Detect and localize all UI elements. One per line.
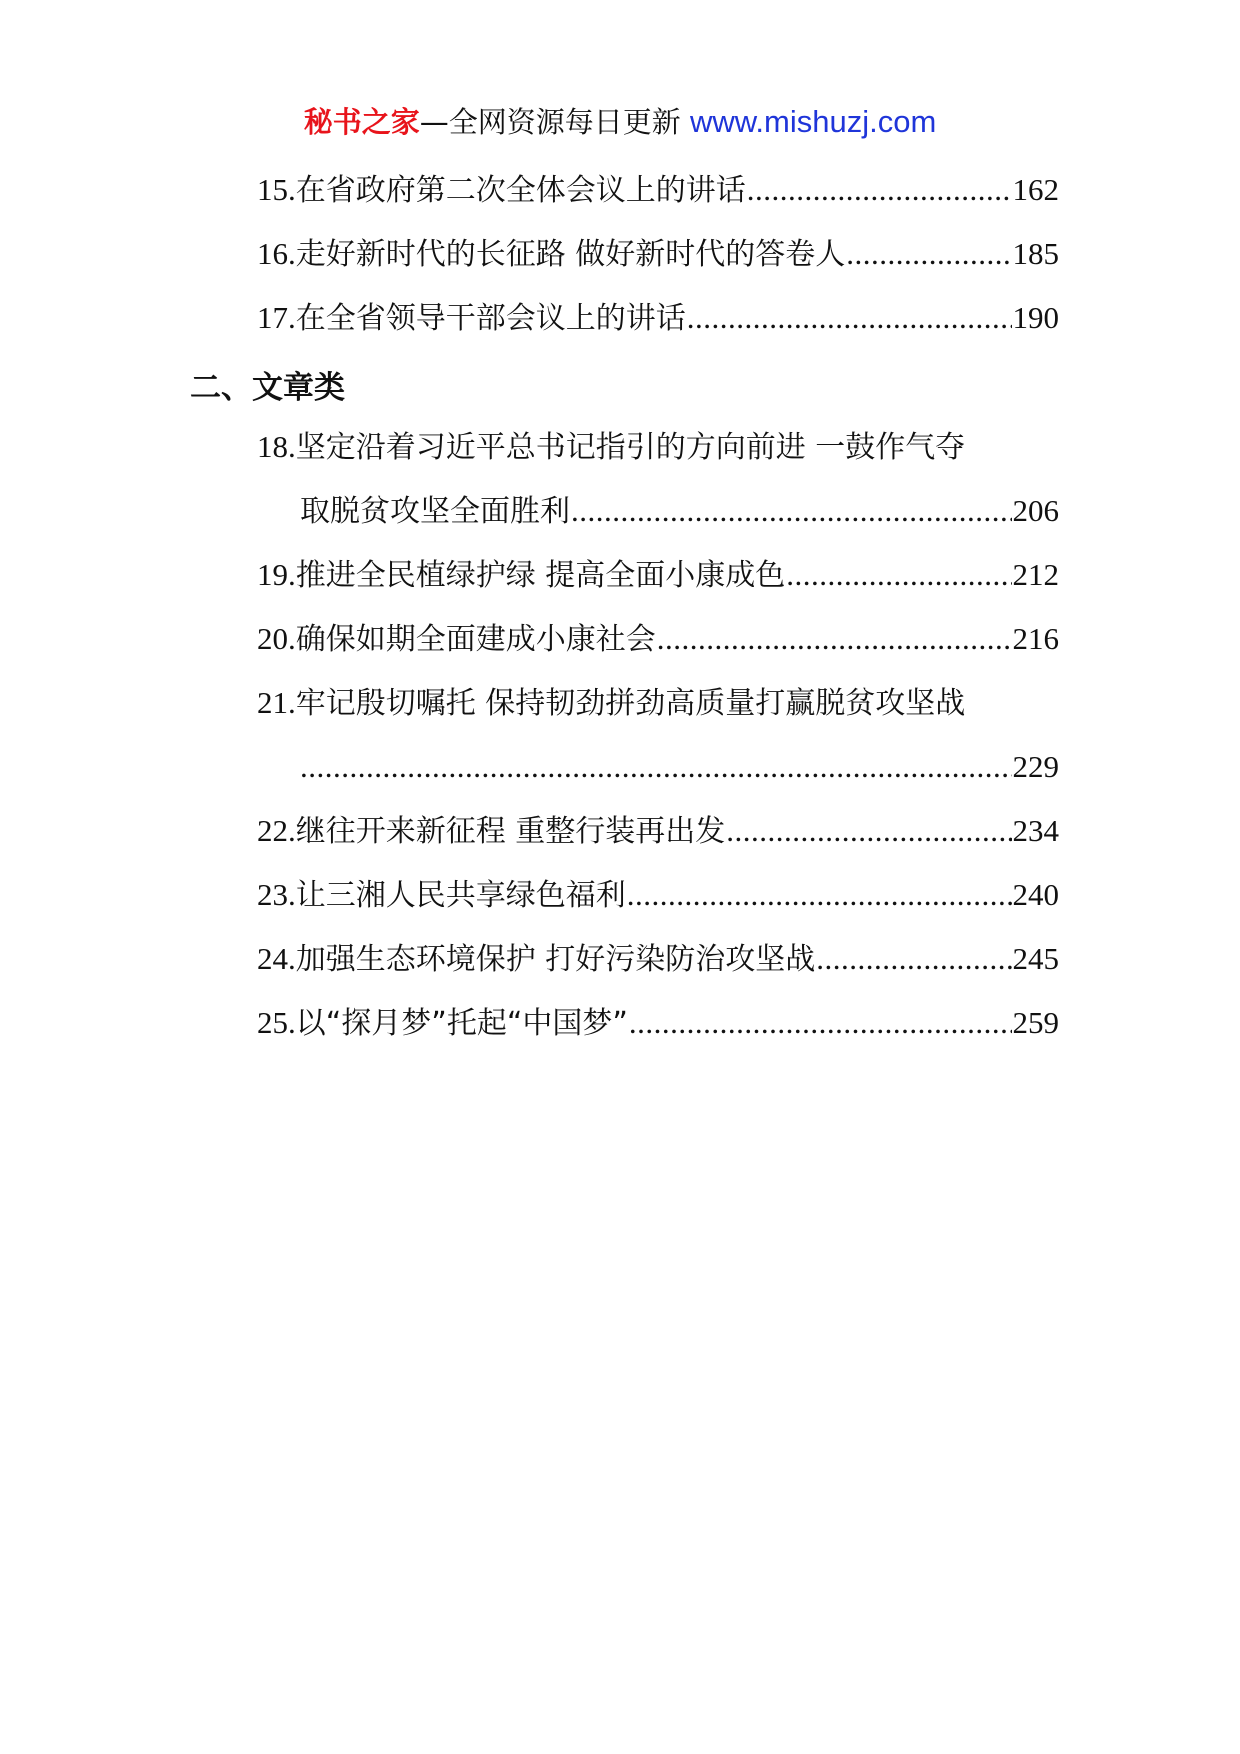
entry-number: 17. [257,300,296,335]
entry-page-number: 259 [1012,1005,1059,1040]
dot-leader [687,298,1012,338]
toc-entry-22[interactable] [257,811,1059,851]
dot-leader [300,747,1012,787]
entry-page-number: 185 [1012,236,1059,271]
dot-leader [726,811,1011,851]
entry-number: 21. [257,685,296,720]
entry-number: 20. [257,621,296,656]
dot-leader [786,555,1011,595]
toc-entry-18[interactable] [257,427,1059,467]
header-slogan: —全网资源每日更新 [419,105,681,139]
toc-entry-17[interactable] [257,298,1059,338]
dot-leader [747,170,1012,210]
entry-number: 22. [257,813,296,848]
toc-entry-16[interactable] [257,234,1059,274]
entry-number: 16. [257,236,296,271]
dot-leader [627,875,1012,915]
section-heading: 二、文章类 [190,370,345,406]
entry-title-line1: 牢记殷切嘱托 保持韧劲拼劲高质量打赢脱贫攻坚战 [295,686,966,721]
entry-title: 继往开来新征程 重整行装再出发 [295,814,726,849]
entry-number: 15. [257,172,296,207]
dot-leader [571,491,1012,531]
entry-page-number: 240 [1012,877,1059,912]
toc-entry-15[interactable] [257,170,1059,210]
toc-entry-21[interactable] [257,683,1059,723]
entry-title: 在省政府第二次全体会议上的讲话 [295,173,746,208]
entry-page-number: 216 [1012,621,1059,656]
dot-leader [816,939,1011,979]
toc-entry-18-continued[interactable] [300,491,1059,531]
toc-entry-24[interactable] [257,939,1059,979]
entry-title: 推进全民植绿护绿 提高全面小康成色 [295,558,786,593]
entry-title: 让三湘人民共享绿色福利 [295,878,626,913]
entry-number: 24. [257,941,296,976]
dot-leader [846,234,1011,274]
entry-page-number: 162 [1012,172,1059,207]
entry-title-line2: 取脱贫攻坚全面胜利 [300,494,570,529]
dot-leader [657,619,1012,659]
entry-page-number: 212 [1012,557,1059,592]
entry-title-line1: 坚定沿着习近平总书记指引的方向前进 一鼓作气夺 [295,430,966,465]
entry-page-number: 229 [1012,749,1059,784]
entry-number: 19. [257,557,296,592]
toc-entry-19[interactable] [257,555,1059,595]
toc-entry-23[interactable] [257,875,1059,915]
toc-entry-21-continued[interactable] [300,747,1059,787]
toc-entry-20[interactable] [257,619,1059,659]
entry-number: 25. [257,1005,296,1040]
entry-number: 18. [257,429,296,464]
brand-name: 秘书之家 [303,105,420,139]
entry-title: 以“探月梦”托起“中国梦” [295,1006,628,1041]
entry-page-number: 206 [1012,493,1059,528]
website-link[interactable]: www.mishuzj.com [689,104,937,139]
entry-page-number: 245 [1012,941,1059,976]
entry-title: 确保如期全面建成小康社会 [295,622,656,657]
entry-title: 在全省领导干部会议上的讲话 [295,301,686,336]
toc-entry-25[interactable] [257,1003,1059,1043]
entry-page-number: 234 [1012,813,1059,848]
entry-page-number: 190 [1012,300,1059,335]
entry-number: 23. [257,877,296,912]
entry-title: 走好新时代的长征路 做好新时代的答卷人 [295,237,846,272]
entry-title: 加强生态环境保护 打好污染防治攻坚战 [295,942,816,977]
dot-leader [629,1003,1012,1043]
